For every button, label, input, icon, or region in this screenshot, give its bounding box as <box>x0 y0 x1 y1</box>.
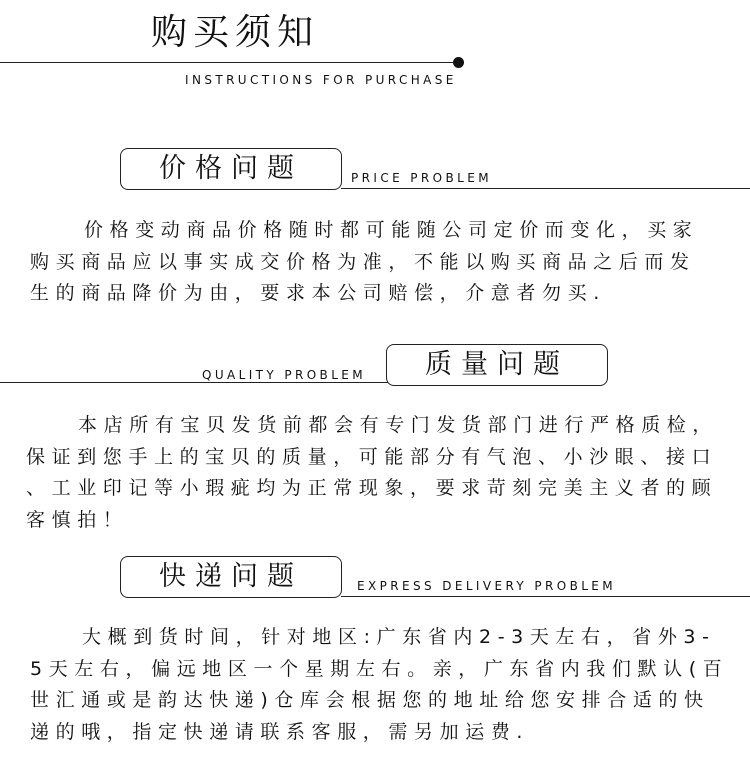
express-delivery-subtitle: EXPRESS DELIVERY PROBLEM <box>357 579 617 593</box>
price-problem-subtitle: PRICE PROBLEM <box>351 171 492 185</box>
page-title: 购买须知 <box>150 12 319 53</box>
page-subtitle: INSTRUCTIONS FOR PURCHASE <box>185 73 457 87</box>
paragraph-line: 客慎拍！ <box>26 508 129 531</box>
paragraph-line: 大概到货时间，针对地区:广东省内2-3天左右，省外3- <box>82 626 716 648</box>
title-divider <box>0 62 456 63</box>
paragraph-line: 购买商品应以事实成交价格为准，不能以购买商品之后而发 <box>30 250 696 273</box>
paragraph-line: 5天左右，偏远地区一个星期左右。亲，广东省内我们默认(百 <box>30 657 729 680</box>
paragraph-line: 世汇通或是韵达快递)仓库会根据您的地址给您安排合适的快 <box>30 689 710 711</box>
price-problem-text <box>30 215 698 310</box>
price-problem-rule <box>341 188 750 189</box>
quality-problem-text <box>26 410 718 536</box>
express-delivery-text <box>30 622 728 748</box>
quality-problem-subtitle: QUALITY PROBLEM <box>202 368 367 382</box>
paragraph-line: 递的哦，指定快递请联系客服，需另加运费. <box>30 720 530 743</box>
paragraph-line: 、工业印记等小瑕疵均为正常现象，要求苛刻完美主义者的顾 <box>26 477 718 499</box>
paragraph-line: 生的商品降价为由，要求本公司赔偿，介意者勿买. <box>30 282 606 304</box>
paragraph-line: 价格变动商品价格随时都可能随公司定价而变化，买家 <box>84 219 699 241</box>
paragraph-line: 本店所有宝贝发货前都会有专门发货部门进行严格质检， <box>78 414 719 436</box>
express-delivery-heading: 快递问题 <box>120 556 342 598</box>
paragraph-line: 保证到您手上的宝贝的质量，可能部分有气泡、小沙眼、接口 <box>26 445 718 468</box>
price-problem-heading: 价格问题 <box>120 148 342 190</box>
quality-problem-rule <box>0 382 390 383</box>
express-delivery-rule <box>341 596 750 597</box>
divider-dot <box>453 57 464 68</box>
quality-problem-heading: 质量问题 <box>386 344 608 386</box>
